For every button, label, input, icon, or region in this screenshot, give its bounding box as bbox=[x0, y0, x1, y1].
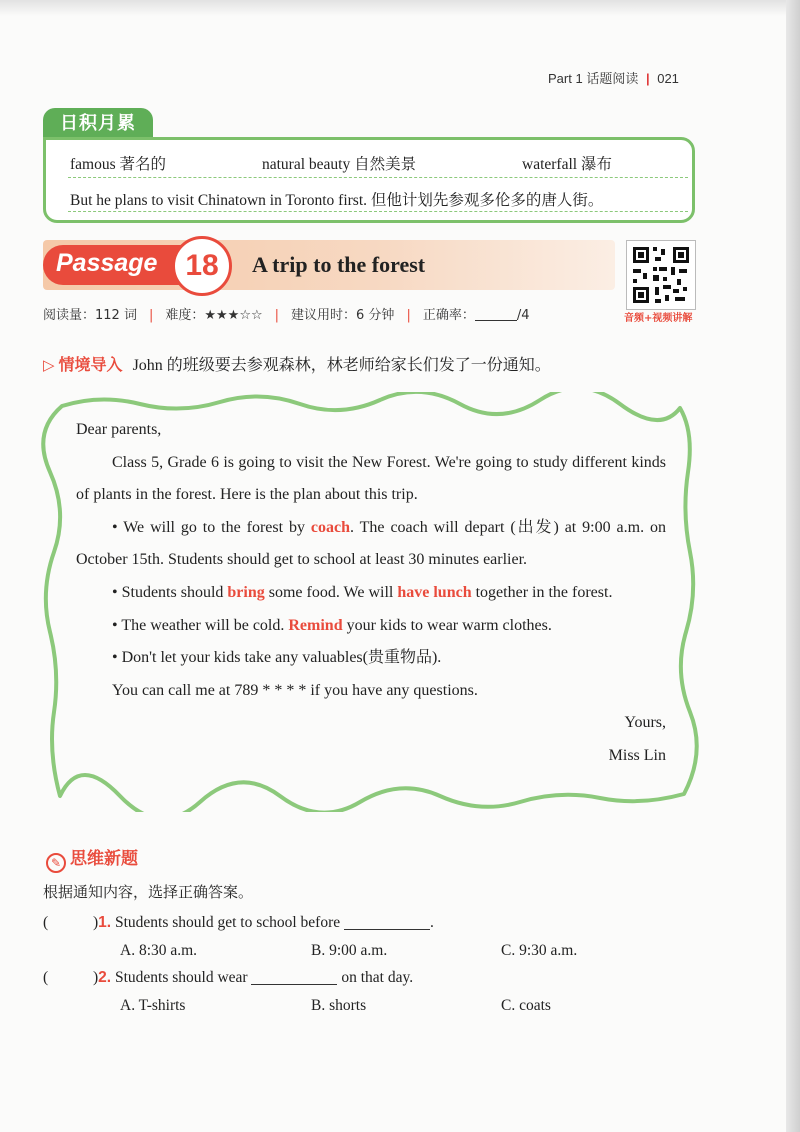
question-number: 2. bbox=[98, 969, 112, 986]
bullet-text: your kids to wear warm clothes. bbox=[342, 616, 552, 634]
page-edge-shadow bbox=[786, 0, 800, 1132]
question-text-end: on that day. bbox=[337, 969, 414, 986]
passage-label: Passage bbox=[56, 249, 158, 277]
dashed-rule bbox=[68, 211, 688, 212]
qr-caption: 音频+视频讲解 bbox=[624, 313, 693, 324]
letter-bullet-3 bbox=[76, 610, 666, 643]
question-number: 1. bbox=[98, 914, 112, 931]
pencil-icon: ✎ bbox=[46, 853, 66, 873]
letter-signature: Miss Lin bbox=[608, 746, 666, 764]
option-c[interactable]: C. coats bbox=[501, 997, 551, 1014]
keyword: have lunch bbox=[397, 583, 472, 601]
dashed-rule bbox=[68, 177, 688, 178]
keyword: Remind bbox=[288, 616, 343, 634]
passage-number: 18 bbox=[172, 236, 232, 296]
bullet-text: some food. We will bbox=[264, 583, 398, 601]
word-count: 阅读量：112 词 bbox=[43, 308, 137, 323]
letter-contact: You can call me at 789 * * * * if you have any questions. bbox=[112, 681, 478, 699]
answer-paren-open[interactable]: ( bbox=[43, 914, 49, 931]
page-number: 021 bbox=[657, 71, 679, 86]
question-2 bbox=[43, 969, 413, 987]
exercise-instruction: 根据通知内容，选择正确答案。 bbox=[43, 883, 254, 901]
word-zh: 自然美景 bbox=[354, 156, 417, 173]
header-part: Part 1 bbox=[548, 71, 583, 86]
question-1 bbox=[43, 914, 434, 932]
notice-letter bbox=[40, 392, 700, 812]
qr-code-icon[interactable] bbox=[626, 240, 696, 310]
accuracy-blank[interactable] bbox=[475, 308, 517, 321]
header-divider: | bbox=[645, 71, 650, 86]
meta-divider: | bbox=[406, 308, 411, 323]
passage-title: A trip to the forest bbox=[252, 252, 426, 277]
letter-bullet-4: • Don't let your kids take any valuables(贵重物品). bbox=[112, 649, 442, 667]
answer-paren-close: ) bbox=[93, 914, 99, 931]
word-entry bbox=[262, 152, 416, 174]
question-text: Students should wear bbox=[111, 969, 252, 986]
option-c[interactable]: C. 9:30 a.m. bbox=[501, 942, 578, 959]
answer-blank[interactable] bbox=[344, 915, 430, 930]
answer-paren-close: ) bbox=[93, 969, 99, 986]
question-text-end: . bbox=[430, 914, 434, 931]
bullet-text: . The coach will depart (出发) at 9:00 a.m. on October 15th. Students should get to school at least 30 minutes earlier. bbox=[76, 518, 666, 569]
option-a[interactable]: A. T-shirts bbox=[120, 997, 186, 1014]
exercise-title-text: 思维新题 bbox=[70, 849, 138, 869]
letter-bullet-2 bbox=[76, 577, 666, 610]
keyword: bring bbox=[227, 583, 265, 601]
intro-tag: 情境导入 bbox=[58, 355, 123, 374]
word-entry bbox=[522, 152, 612, 174]
exercise-section-title bbox=[46, 844, 138, 873]
letter-bullet-1 bbox=[76, 512, 666, 577]
context-intro bbox=[43, 352, 551, 375]
header-topic: 话题阅读 bbox=[586, 71, 639, 86]
triangle-icon: ▷ bbox=[43, 356, 55, 374]
reading-meta bbox=[43, 304, 530, 323]
daily-words-tab: 日积月累 bbox=[43, 108, 153, 140]
option-a[interactable]: A. 8:30 a.m. bbox=[120, 942, 198, 959]
word-en: famous bbox=[70, 156, 116, 173]
word-zh: 瀑布 bbox=[580, 156, 612, 173]
question-text: Students should get to school before bbox=[111, 914, 345, 931]
bullet-text: • The weather will be cold. bbox=[112, 616, 289, 634]
letter-opening: Class 5, Grade 6 is going to visit the New Forest. We're going to study different kinds of plants in the forest. Here is the plan about this trip. bbox=[76, 453, 666, 504]
answer-blank[interactable] bbox=[251, 970, 337, 985]
meta-divider: | bbox=[148, 308, 154, 323]
option-b[interactable]: B. shorts bbox=[311, 997, 367, 1014]
letter-greeting: Dear parents, bbox=[76, 421, 162, 438]
page-top-shadow bbox=[0, 0, 800, 16]
answer-paren-open[interactable]: ( bbox=[43, 969, 49, 986]
word-en: waterfall bbox=[522, 156, 578, 173]
word-entry bbox=[70, 152, 166, 174]
bullet-text: together in the forest. bbox=[471, 583, 613, 601]
keyword: coach bbox=[310, 518, 351, 536]
letter-closing: Yours, bbox=[624, 714, 666, 732]
suggested-time: 建议用时：6 分钟 bbox=[291, 308, 395, 323]
option-b[interactable]: B. 9:00 a.m. bbox=[311, 942, 388, 959]
difficulty-stars: ★★★☆☆ bbox=[204, 308, 263, 323]
meta-divider: | bbox=[274, 308, 280, 323]
page-header bbox=[548, 68, 679, 87]
bullet-text: • Students should bbox=[112, 583, 228, 601]
word-en: natural beauty bbox=[262, 156, 351, 173]
accuracy-total: /4 bbox=[516, 308, 530, 323]
accuracy-label: 正确率： bbox=[422, 308, 475, 323]
difficulty-label: 难度： bbox=[165, 308, 205, 323]
daily-sentence: But he plans to visit Chinatown in Toronto first. 但他计划先参观多伦多的唐人街。 bbox=[70, 192, 604, 209]
word-zh: 著名的 bbox=[119, 156, 167, 173]
intro-text: John 的班级要去参观森林，林老师给家长们发了一份通知。 bbox=[132, 357, 551, 374]
bullet-text: • We will go to the forest by bbox=[112, 518, 311, 536]
